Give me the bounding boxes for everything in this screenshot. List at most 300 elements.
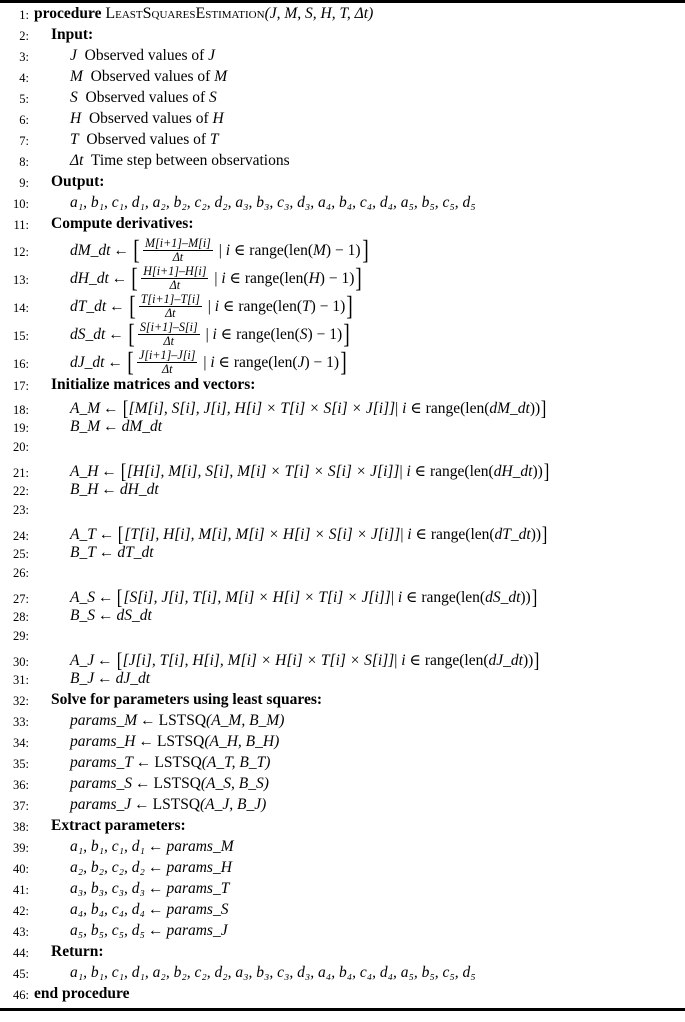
line-number: 5: bbox=[19, 92, 29, 106]
numerator-right: H[i] bbox=[185, 264, 207, 279]
matrix-columns: [H[i], M[i], S[i], M[i] × T[i] × S[i] × J[i]] bbox=[126, 463, 400, 481]
index-var: i bbox=[225, 242, 231, 260]
line-number: 36: bbox=[13, 778, 29, 792]
line-matrix-as bbox=[0, 587, 685, 608]
bracket-open: [ bbox=[133, 235, 140, 265]
input-description: Observed values of bbox=[85, 89, 206, 106]
range-label: range bbox=[236, 326, 271, 344]
fraction-denominator: Δt bbox=[163, 334, 174, 348]
element-of: ∈ bbox=[218, 354, 230, 372]
solve-target: params_J bbox=[70, 796, 132, 813]
range-label: range bbox=[429, 463, 465, 481]
index-var: i bbox=[212, 326, 217, 344]
input-symbol: J bbox=[70, 47, 77, 64]
line-content bbox=[34, 922, 685, 940]
line-content bbox=[34, 607, 685, 625]
extract-rhs: params_T bbox=[166, 880, 230, 897]
line-content bbox=[34, 376, 685, 394]
line-number: 22: bbox=[13, 484, 29, 498]
fraction-numerator: H[i+1]–H[i] bbox=[143, 264, 207, 279]
bracket-close: ] bbox=[355, 263, 363, 293]
numerator-right: J[i] bbox=[177, 348, 196, 363]
range-label: range bbox=[238, 298, 273, 316]
line-number: 12: bbox=[13, 245, 29, 260]
len-label: len bbox=[464, 652, 484, 670]
range-label: range bbox=[249, 242, 284, 260]
minus-one: − 1 bbox=[334, 242, 356, 260]
set-pipe: | bbox=[394, 652, 398, 670]
solve-target: params_M bbox=[70, 712, 138, 729]
line-derivative-dm bbox=[0, 237, 685, 265]
index-var: i bbox=[214, 298, 220, 316]
line-derivative-dt bbox=[0, 293, 685, 321]
extract-rhs: params_S bbox=[166, 901, 229, 918]
line-extract-s bbox=[0, 902, 685, 923]
len-label: len bbox=[284, 270, 304, 288]
numerator-left: M[i+1] bbox=[145, 236, 183, 251]
range-of: dJ_dt bbox=[488, 652, 523, 670]
index-var: i bbox=[221, 270, 226, 288]
range-call: range(len(dJ_dt)) bbox=[424, 652, 534, 670]
bracket-close: ] bbox=[540, 396, 547, 420]
extract-rhs: params_H bbox=[166, 859, 232, 876]
len-label: len bbox=[460, 589, 480, 607]
range-call: range(len(dT_dt)) bbox=[430, 526, 542, 544]
matrix-columns: [S[i], J[i], T[i], M[i] × H[i] × T[i] × J[i]] bbox=[123, 589, 391, 607]
lstsq-fn: LSTSQ bbox=[154, 754, 202, 771]
line-number: 39: bbox=[13, 841, 29, 855]
line-content bbox=[34, 26, 685, 44]
assign-arrow: ← bbox=[147, 859, 164, 876]
procedure-keyword: procedure bbox=[34, 5, 102, 22]
set-pipe: | bbox=[399, 463, 403, 481]
line-number: 40: bbox=[13, 862, 29, 876]
line-content bbox=[34, 901, 685, 919]
set-pipe: | bbox=[218, 242, 222, 260]
fraction-denominator: Δt bbox=[172, 250, 184, 264]
line-input-h bbox=[0, 111, 685, 132]
line-content bbox=[34, 481, 685, 499]
line-number: 26: bbox=[13, 566, 29, 580]
line-output-heading bbox=[0, 174, 685, 195]
len-label: len bbox=[469, 463, 489, 481]
range-label: range bbox=[244, 270, 280, 288]
derivative-body bbox=[135, 350, 339, 376]
line-input-s bbox=[0, 90, 685, 111]
line-content bbox=[34, 733, 685, 751]
line-input-j bbox=[0, 48, 685, 69]
line-number: 2: bbox=[19, 29, 29, 43]
assign-arrow: ← bbox=[101, 463, 117, 481]
input-symbol: H bbox=[70, 110, 82, 127]
line-solve-heading bbox=[0, 692, 685, 713]
line-content bbox=[34, 985, 685, 1003]
minus-one: − 1 bbox=[313, 354, 334, 372]
line-content bbox=[34, 544, 685, 562]
range-label: range bbox=[424, 652, 460, 670]
input-description: Time step between observations bbox=[90, 152, 290, 169]
extract-lhs: a₂, b₂, c₂, d₂ bbox=[70, 859, 145, 876]
extract-lhs: a₁, b₁, c₁, d₁ bbox=[70, 838, 145, 855]
line-content bbox=[34, 817, 685, 835]
procedure-name: LeastSquaresEstimation bbox=[105, 5, 265, 22]
line-number: 44: bbox=[13, 946, 29, 960]
input-description-symbol: T bbox=[209, 131, 219, 148]
matrix-name: A_H bbox=[70, 463, 99, 481]
line-blank bbox=[0, 440, 685, 461]
vector-value: dM_dt bbox=[121, 418, 163, 435]
assign-arrow: ← bbox=[98, 544, 115, 561]
line-output-params bbox=[0, 195, 685, 216]
lstsq-args: (A_H, B_H) bbox=[204, 733, 280, 750]
assign-arrow: ← bbox=[97, 607, 114, 624]
extract-lhs: a₄, b₄, c₄, d₄ bbox=[70, 901, 145, 918]
line-number: 6: bbox=[19, 113, 29, 127]
line-extract-m bbox=[0, 839, 685, 860]
line-content bbox=[34, 418, 685, 436]
line-content bbox=[34, 859, 685, 877]
line-derivative-ds bbox=[0, 321, 685, 349]
element-of: ∈ bbox=[414, 463, 427, 481]
derivative-fraction bbox=[141, 265, 208, 291]
line-number: 15: bbox=[13, 329, 29, 344]
line-derivative-dh bbox=[0, 265, 685, 293]
range-call: range(len(dM_dt)) bbox=[425, 400, 541, 418]
line-blank bbox=[0, 566, 685, 587]
range-label: range bbox=[430, 526, 466, 544]
lstsq-args: (A_T, B_T) bbox=[201, 754, 271, 771]
index-var: i bbox=[397, 589, 403, 607]
set-pipe: | bbox=[205, 326, 209, 344]
assign-arrow: ← bbox=[97, 670, 113, 687]
line-matrix-ah bbox=[0, 461, 685, 482]
derivative-target: dJ_dt bbox=[70, 354, 105, 372]
line-content bbox=[34, 964, 685, 982]
fraction-denominator: Δt bbox=[165, 306, 176, 320]
line-number: 9: bbox=[19, 176, 29, 190]
line-blank bbox=[0, 629, 685, 650]
matrix-columns: [T[i], H[i], M[i], M[i] × H[i] × S[i] × J[i]] bbox=[124, 526, 401, 544]
input-description-symbol: H bbox=[212, 110, 224, 127]
line-number: 4: bbox=[19, 71, 29, 85]
line-number: 17: bbox=[13, 379, 29, 393]
assign-arrow: ← bbox=[101, 481, 117, 498]
line-content bbox=[34, 152, 685, 170]
output-parameter-list: a₁, b₁, c₁, d₁, a₂, b₂, c₂, d₂, a₃, b₃, c₃, d₃, a₄, b₄, c₄, d₄, a₅, b₅, c₅, d₅ bbox=[70, 194, 476, 211]
range-var: J bbox=[297, 354, 305, 372]
element-of: ∈ bbox=[222, 298, 235, 316]
input-description: Observed values of bbox=[88, 110, 209, 127]
line-number: 37: bbox=[13, 799, 29, 813]
line-number: 10: bbox=[13, 197, 29, 211]
assign-arrow: ← bbox=[98, 526, 115, 544]
range-call: range(len(S) − 1) bbox=[236, 326, 343, 344]
line-content bbox=[34, 348, 685, 379]
bracket-close: ] bbox=[361, 235, 369, 265]
bracket-open: [ bbox=[122, 396, 128, 420]
minus-one: − 1 bbox=[328, 270, 350, 288]
line-number: 45: bbox=[13, 967, 29, 981]
index-var: i bbox=[402, 400, 407, 418]
range-call: range(len(dH_dt)) bbox=[429, 463, 543, 481]
line-vector-bh bbox=[0, 482, 685, 503]
bracket-open: [ bbox=[128, 291, 136, 321]
vector-name: B_T bbox=[70, 544, 96, 561]
vector-name: B_M bbox=[70, 418, 101, 435]
index-var: i bbox=[406, 463, 411, 481]
derivative-target: dS_dt bbox=[70, 326, 106, 344]
bracket-close: ] bbox=[343, 319, 350, 349]
line-number: 30: bbox=[13, 655, 29, 670]
line-blank bbox=[0, 503, 685, 524]
len-label: len bbox=[288, 242, 308, 260]
derivative-body bbox=[136, 322, 342, 348]
end-procedure-keyword: end procedure bbox=[34, 985, 130, 1002]
derivative-fraction bbox=[138, 321, 200, 347]
input-description-symbol: J bbox=[208, 47, 216, 64]
minus-one: − 1 bbox=[319, 298, 341, 316]
numerator-left: J[i+1] bbox=[138, 348, 172, 363]
set-pipe: | bbox=[207, 298, 211, 316]
bracket-open: [ bbox=[120, 459, 127, 483]
line-matrix-aj bbox=[0, 650, 685, 671]
line-content bbox=[34, 712, 685, 730]
vector-name: B_J bbox=[70, 670, 95, 687]
fraction-denominator: Δt bbox=[161, 362, 173, 376]
assign-arrow: ← bbox=[147, 901, 164, 918]
index-var: i bbox=[210, 354, 215, 372]
line-extract-h bbox=[0, 860, 685, 881]
derivative-target: dH_dt bbox=[70, 270, 109, 288]
input-symbol: T bbox=[70, 131, 79, 148]
line-number: 18: bbox=[13, 403, 29, 418]
line-solve-t bbox=[0, 755, 685, 776]
solve-target: params_S bbox=[70, 775, 133, 792]
line-number: 41: bbox=[13, 883, 29, 897]
line-content bbox=[34, 173, 685, 191]
fraction-numerator: S[i+1]–S[i] bbox=[139, 320, 198, 335]
line-content bbox=[34, 215, 685, 233]
vector-value: dJ_dt bbox=[115, 670, 151, 687]
len-label: len bbox=[275, 326, 295, 344]
derivative-body bbox=[137, 294, 346, 320]
assign-arrow: ← bbox=[135, 754, 152, 771]
assign-arrow: ← bbox=[147, 838, 164, 855]
solve-target: params_H bbox=[70, 733, 136, 750]
numerator-left: S[i+1] bbox=[139, 320, 173, 335]
derivative-fraction bbox=[139, 293, 202, 319]
line-number: 29: bbox=[13, 629, 29, 643]
index-var: i bbox=[401, 652, 406, 670]
len-label: len bbox=[470, 526, 490, 544]
line-content bbox=[34, 796, 685, 814]
element-of: ∈ bbox=[415, 526, 427, 544]
line-content bbox=[34, 838, 685, 856]
assign-arrow: ← bbox=[135, 775, 151, 792]
lstsq-fn: LSTSQ bbox=[158, 712, 207, 729]
index-var: i bbox=[407, 526, 412, 544]
bracket-close: ] bbox=[340, 347, 347, 377]
range-call: range(len(dS_dt)) bbox=[421, 589, 531, 607]
input-symbol: Δt bbox=[70, 152, 84, 169]
range-call: range(len(J) − 1) bbox=[233, 354, 340, 372]
line-input-dt bbox=[0, 153, 685, 174]
range-label: range bbox=[421, 589, 456, 607]
line-vector-bj bbox=[0, 671, 685, 692]
element-of: ∈ bbox=[406, 589, 418, 607]
line-vector-bt bbox=[0, 545, 685, 566]
assign-arrow: ← bbox=[111, 270, 128, 288]
lstsq-fn: LSTSQ bbox=[156, 733, 205, 750]
line-number: 11: bbox=[13, 218, 29, 232]
len-label: len bbox=[273, 354, 293, 372]
line-content bbox=[34, 5, 685, 23]
assign-arrow: ← bbox=[109, 298, 125, 316]
extract-lhs: a₅, b₅, c₅, d₅ bbox=[70, 922, 145, 939]
line-content bbox=[34, 110, 685, 128]
set-pipe: | bbox=[203, 354, 207, 372]
range-label: range bbox=[233, 354, 269, 372]
line-content bbox=[34, 670, 685, 688]
vector-name: B_H bbox=[70, 481, 99, 498]
input-description-symbol: S bbox=[209, 89, 217, 106]
line-content bbox=[34, 880, 685, 898]
assign-arrow: ← bbox=[134, 796, 150, 813]
line-solve-s bbox=[0, 776, 685, 797]
bracket-close: ] bbox=[531, 585, 537, 609]
line-procedure bbox=[0, 6, 685, 27]
bracket-close: ] bbox=[346, 291, 354, 321]
line-input-t bbox=[0, 132, 685, 153]
element-of: ∈ bbox=[410, 400, 422, 418]
solve-target: params_T bbox=[70, 754, 133, 771]
vector-value: dS_dt bbox=[116, 607, 152, 624]
line-number: 46: bbox=[13, 988, 29, 1002]
assign-arrow: ← bbox=[147, 922, 164, 939]
line-number: 14: bbox=[13, 301, 29, 316]
assign-arrow: ← bbox=[147, 880, 164, 897]
range-of: dH_dt bbox=[493, 463, 533, 481]
line-number: 16: bbox=[13, 357, 29, 372]
bracket-close: ] bbox=[541, 522, 548, 546]
extract-rhs: params_J bbox=[166, 922, 228, 939]
fraction-denominator: Δt bbox=[169, 278, 181, 292]
line-number: 1: bbox=[19, 8, 29, 22]
vector-value: dH_dt bbox=[119, 481, 159, 498]
line-matrix-am bbox=[0, 398, 685, 419]
set-pipe: | bbox=[390, 589, 394, 607]
lstsq-args: (A_M, B_M) bbox=[206, 712, 285, 729]
fraction-numerator: M[i+1]–M[i] bbox=[145, 236, 211, 251]
derivative-fraction bbox=[137, 349, 197, 375]
lstsq-fn: LSTSQ bbox=[152, 796, 201, 813]
line-solve-j bbox=[0, 797, 685, 818]
line-number: 21: bbox=[13, 466, 29, 481]
line-number: 33: bbox=[13, 715, 29, 729]
algorithm-lines bbox=[0, 3, 685, 1007]
derivative-body bbox=[141, 238, 361, 264]
line-number: 34: bbox=[13, 736, 29, 750]
line-derivative-dj bbox=[0, 349, 685, 377]
solve-heading: Solve for parameters using least squares: bbox=[51, 691, 323, 708]
line-number: 3: bbox=[19, 50, 29, 64]
extract-heading: Extract parameters: bbox=[51, 817, 186, 834]
extract-lhs: a₃, b₃, c₃, d₃ bbox=[70, 880, 145, 897]
range-var: M bbox=[313, 242, 326, 260]
matrix-columns: [M[i], S[i], J[i], H[i] × T[i] × S[i] × J[i]] bbox=[128, 400, 396, 418]
matrix-name: A_J bbox=[70, 652, 95, 670]
assign-arrow: ← bbox=[103, 418, 119, 435]
line-number: 20: bbox=[13, 440, 29, 454]
input-symbol: M bbox=[70, 68, 83, 85]
bracket-open: [ bbox=[127, 347, 134, 377]
line-content bbox=[34, 194, 685, 212]
bottom-rule bbox=[0, 1008, 685, 1011]
line-end-procedure bbox=[0, 986, 685, 1007]
line-number: 31: bbox=[13, 673, 29, 687]
output-heading: Output: bbox=[51, 173, 105, 190]
assign-arrow: ← bbox=[113, 242, 129, 260]
range-of: dM_dt bbox=[489, 400, 530, 418]
input-heading: Input: bbox=[51, 26, 94, 43]
set-pipe: | bbox=[214, 270, 218, 288]
bracket-open: [ bbox=[116, 648, 122, 672]
line-extract-heading bbox=[0, 818, 685, 839]
bracket-open: [ bbox=[117, 585, 123, 609]
line-compute-derivatives-heading bbox=[0, 216, 685, 237]
line-number: 8: bbox=[19, 155, 29, 169]
line-number: 32: bbox=[13, 694, 29, 708]
derivative-target: dM_dt bbox=[70, 242, 111, 260]
line-extract-j bbox=[0, 923, 685, 944]
minus-one: − 1 bbox=[316, 326, 337, 344]
line-number: 24: bbox=[13, 529, 29, 544]
range-call: range(len(T) − 1) bbox=[238, 298, 346, 316]
input-description: Observed values of bbox=[90, 68, 211, 85]
derivative-target: dT_dt bbox=[70, 298, 107, 316]
line-content bbox=[34, 89, 685, 107]
vector-value: dT_dt bbox=[117, 544, 154, 561]
element-of: ∈ bbox=[220, 326, 233, 344]
line-number: 23: bbox=[13, 503, 29, 517]
line-solve-m bbox=[0, 713, 685, 734]
assign-arrow: ← bbox=[97, 589, 114, 607]
bracket-close: ] bbox=[543, 459, 550, 483]
bracket-open: [ bbox=[128, 319, 135, 349]
range-call: range(len(H) − 1) bbox=[244, 270, 355, 288]
lstsq-args: (A_S, B_S) bbox=[200, 775, 269, 792]
matrix-name: A_M bbox=[70, 400, 101, 418]
assign-arrow: ← bbox=[138, 733, 154, 750]
assign-arrow: ← bbox=[97, 652, 113, 670]
line-initialize-heading bbox=[0, 377, 685, 398]
range-call: range(len(M) − 1) bbox=[249, 242, 361, 260]
line-number: 35: bbox=[13, 757, 29, 771]
range-of: dS_dt bbox=[485, 589, 521, 607]
line-content bbox=[34, 775, 685, 793]
input-description-symbol: M bbox=[214, 68, 228, 85]
assign-arrow: ← bbox=[108, 326, 124, 344]
line-vector-bs bbox=[0, 608, 685, 629]
derivative-fraction bbox=[143, 237, 213, 263]
len-label: len bbox=[277, 298, 297, 316]
line-return-params bbox=[0, 965, 685, 986]
bracket-open: [ bbox=[118, 522, 124, 546]
numerator-left: H[i+1] bbox=[143, 264, 179, 279]
initialize-heading: Initialize matrices and vectors: bbox=[51, 376, 256, 393]
line-content bbox=[34, 943, 685, 961]
matrix-name: A_S bbox=[70, 589, 95, 607]
